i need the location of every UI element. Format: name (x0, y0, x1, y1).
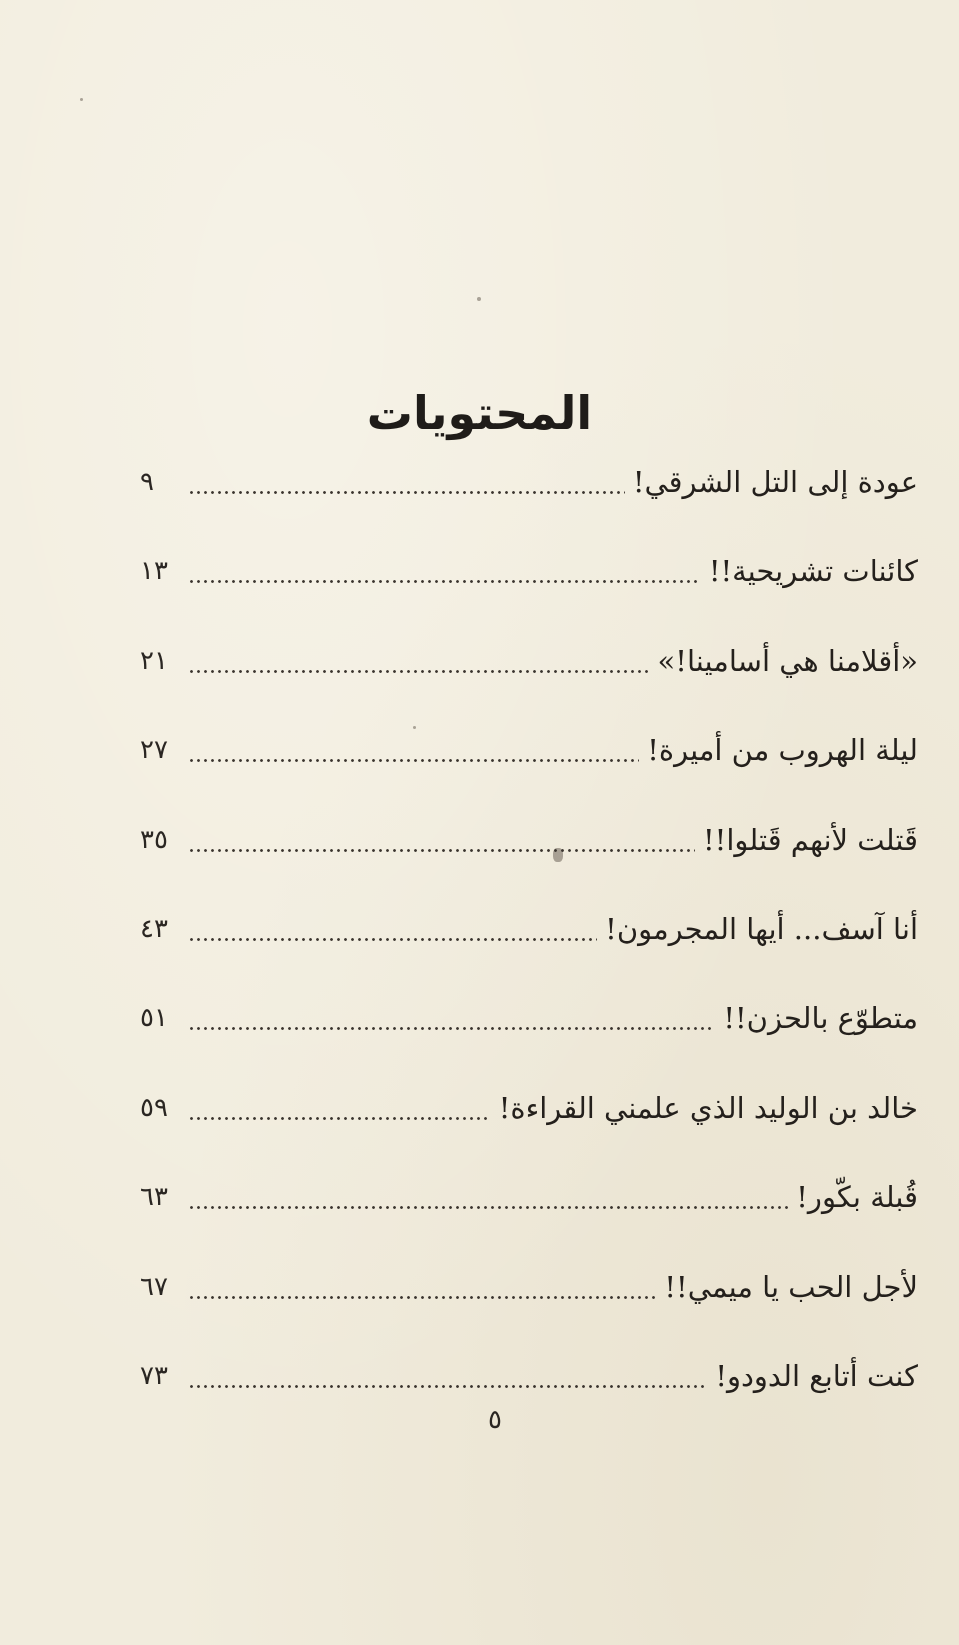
dot-leader (188, 820, 695, 860)
toc-page-number: ٢٧ (140, 735, 168, 766)
dot-leader (188, 1177, 788, 1217)
toc-page-number: ٦٧ (140, 1271, 168, 1302)
toc-entry (140, 1177, 918, 1266)
dot-leader (188, 551, 701, 591)
toc-entry-title: لأجل الحب يا ميمي!! (664, 1269, 918, 1304)
toc-page-number: ٧٣ (140, 1360, 168, 1391)
toc-page-number: ٥١ (140, 1003, 168, 1034)
toc-entry (140, 462, 918, 551)
dot-leader (188, 1267, 656, 1307)
toc-entry-title: متطوّع بالحزن!! (723, 1001, 918, 1036)
dot-leader (188, 1088, 491, 1128)
toc-entry-title: عودة إلى التل الشرقي! (632, 465, 918, 499)
page-title: المحتويات (366, 385, 593, 440)
toc-entry (140, 730, 918, 819)
dot-leader (188, 909, 597, 949)
toc-entry (140, 909, 918, 998)
dot-leader (188, 998, 715, 1038)
toc-entry (140, 551, 918, 640)
toc-entry (140, 998, 918, 1087)
toc-entry-title: «أقلامنا هي أسامينا!» (657, 643, 918, 678)
toc-entry (140, 820, 918, 909)
toc-page-number: ٦٣ (140, 1182, 168, 1213)
dot-leader (188, 1356, 707, 1396)
toc-entry-title: ليلة الهروب من أميرة! (647, 733, 918, 768)
toc-entry-title: قُبلة بكّور! (796, 1180, 918, 1215)
toc-entry-title: قَتلت لأنهم قَتلوا!! (703, 822, 918, 857)
toc-entry-title: كائنات تشريحية!! (708, 554, 918, 589)
toc-entry-title: خالد بن الوليد الذي علمني القراءة! (498, 1090, 918, 1125)
toc-page-number: ٩ (140, 467, 154, 497)
paper-speck (477, 297, 481, 301)
toc-page-number: ٤٣ (140, 913, 168, 944)
toc-entry (140, 641, 918, 730)
toc-page-number: ٣٥ (140, 824, 168, 855)
toc-page-number: ٢١ (140, 645, 168, 676)
page-number: ٥ (488, 1405, 502, 1435)
dot-leader (188, 730, 639, 770)
toc-entry-title: أنا آسف... أيها المجرمون! (605, 911, 918, 946)
paper-speck (80, 98, 83, 101)
dot-leader (188, 462, 625, 502)
toc-entry (140, 1267, 918, 1356)
toc-page-number: ١٣ (140, 556, 168, 587)
table-of-contents (140, 462, 918, 1445)
toc-page-number: ٥٩ (140, 1092, 168, 1123)
dot-leader (188, 641, 650, 681)
toc-entry (140, 1088, 918, 1177)
toc-entry-title: كنت أتابع الدودو! (715, 1358, 918, 1393)
